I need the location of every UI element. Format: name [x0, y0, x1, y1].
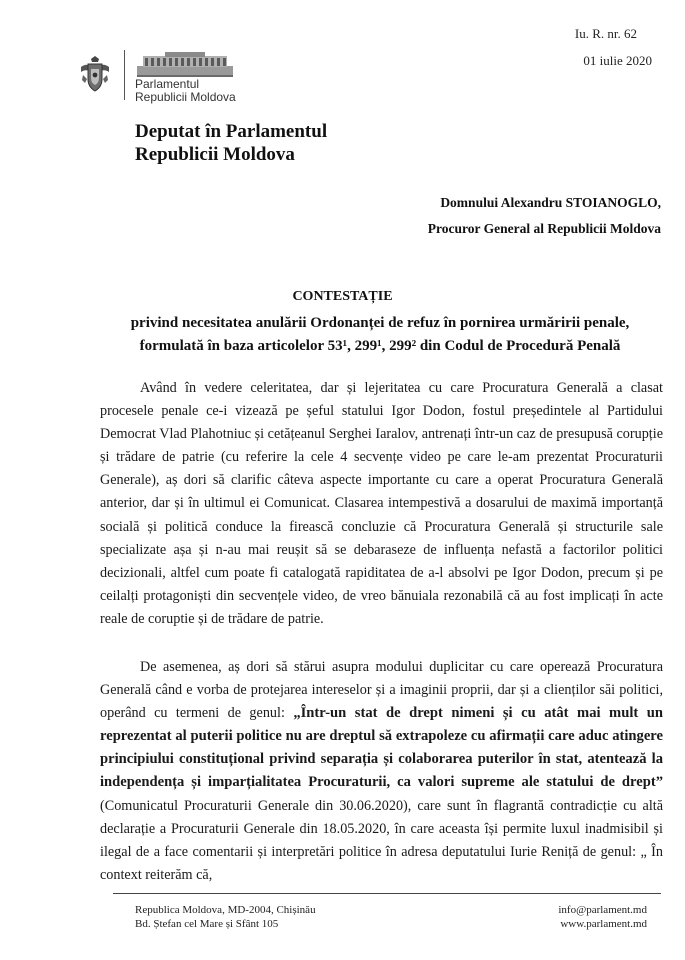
paragraph-2-quote: „Într-un stat de drept nimeni și cu atât mai mult un reprezentat al puterii politice nu are dreptul să extrapoleze cu afirmații care aduc atingere principiului constituțional privind separația și colaborarea puterilor în stat, atentează la independența și imparțialitatea Procuraturii, ca valori supreme ale statului de drept” — [100, 705, 663, 791]
footer-address-line1: Republica Moldova, MD-2004, Chișinău — [135, 904, 316, 916]
paragraph-2-text — [100, 656, 663, 887]
addressee-name: Domnului Alexandru STOIANOGLO, — [440, 195, 661, 210]
document-subtitle-line2: formulată în baza articolelor 53¹, 299¹, 299² din Codul de Procedură Penală — [139, 338, 621, 354]
footer-website: www.parlament.md — [560, 918, 647, 930]
footer-divider — [113, 893, 661, 894]
footer-contacts — [558, 903, 647, 931]
document-subtitle-line1: privind necesitatea anulării Ordonanței de refuz în pornirea urmăririi penale, — [130, 315, 630, 331]
paragraph-1-text: Având în vedere celeritatea, dar și lejeritatea cu care Procuratura Generală a clasat procesele penale ce-i vizează pe șeful statului Igor Dodon, fostul președintele al Partidului Democrat Vlad Plahotniuc și cetățeanul Serghei Iaralov, antrenați într-un caz de presupusă corupție și trădare de patrie (cu referire la cele 4 secvențe video pe care le-am prezentat Procuraturii Generale), aș dori să clarific câteva aspecte importante cu care a operat Procuratura Generală anterior, dar și în ultimul ei Comunicat. Clasarea intempestivă a dosarului de maximă importanță socială și politică conduce la firească concluzie că Procuratura Generală și structurile sale specializate așa și n-au mai reușit să se debaraseze de influența nefastă a factorilor politici decizionali, altfel cum poate fi catalogată rapiditatea de a-l absolvi pe Igor Dodon, precum și pe ceilalți protagoniști din secvențele video, de vreo bănuiala rezonabilă că au fost implicați în acte reale de coruptie și de trădare de patrie. — [100, 380, 663, 627]
sender-title-line2: Republicii Moldova — [135, 144, 295, 165]
letter-date: 01 iulie 2020 — [583, 53, 652, 68]
document-title: CONTESTAȚIE — [292, 289, 393, 304]
letterhead-divider — [124, 50, 125, 100]
moldova-coat-of-arms-icon — [77, 55, 113, 95]
footer-email: info@parlament.md — [558, 904, 647, 916]
sender-title — [135, 120, 327, 166]
addressee-block — [428, 190, 661, 242]
institution-name-line1: Parlamentul — [135, 77, 200, 91]
institution-name — [135, 78, 236, 104]
institution-name-line2: Republicii Moldova — [135, 90, 236, 104]
body-paragraph-1 — [100, 377, 663, 631]
footer-address — [135, 903, 316, 931]
addressee-position: Procuror General al Republicii Moldova — [427, 221, 661, 236]
reference-number: Iu. R. nr. 62 — [574, 26, 637, 41]
sender-title-line1: Deputat în Parlamentul — [135, 121, 328, 142]
document-subtitle — [100, 312, 660, 358]
paragraph-2-rest: (Comunicatul Procuraturii Generale din 30.06.2020), care sunt în flagrantă contradicție cu altă declarație a Procuraturii Generale din 18.05.2020, în care aceasta își permite luxul inadmisibil și ilegal de a face comentarii și interpretări politice în adresa deputatului Iurie Reniță de genul: „ În context reiterăm că, — [100, 797, 663, 883]
paragraph-2-intro: De asemenea, aș dori să stărui asupra modului duplicitar cu care operează Procuratura Generală când e vorba de protejarea intereselor și a imaginii proprii, dar și a clienților săi politici, operând cu termeni de genul: — [100, 659, 663, 722]
body-paragraph-2 — [100, 656, 663, 887]
parliament-building-icon — [135, 52, 235, 78]
footer-address-line2: Bd. Ștefan cel Mare și Sfânt 105 — [135, 918, 279, 930]
